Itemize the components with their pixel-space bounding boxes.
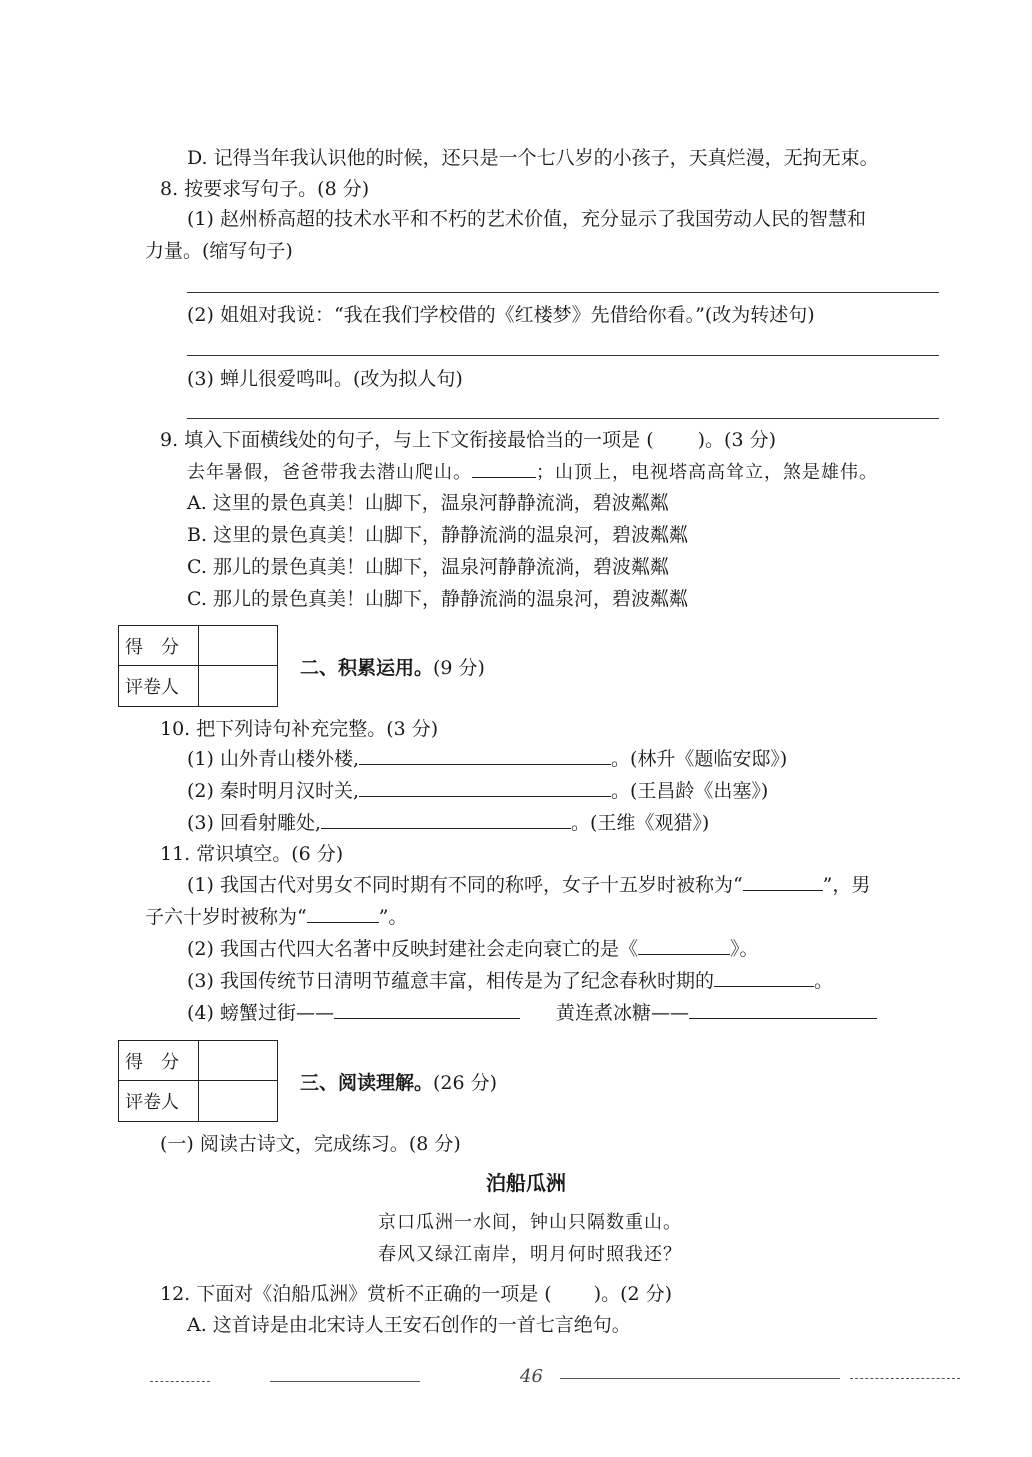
q10-line-2-source: 。(王昌龄《出塞》) (611, 780, 769, 802)
q11-sub2 (187, 936, 758, 962)
q10-line-1 (187, 746, 787, 772)
q11-sub4-part2: 黄连煮冰糖—— (555, 1002, 689, 1024)
q9-passage-start: 去年暑假，爸爸带我去潜山爬山。 (187, 462, 472, 483)
q8-sub1-line2: 力量。(缩写句子) (145, 240, 293, 262)
poem-title: 泊船瓜洲 (486, 1171, 566, 1195)
q11-sub2-text: (2) 我国古代四大名著中反映封建社会走向衰亡的是《 (187, 938, 638, 960)
score-label: 得 分 (119, 626, 199, 666)
q11-sub1-line2-end: ”。 (378, 906, 408, 928)
q10-stem: 10. 把下列诗句补充完整。(3 分) (160, 718, 439, 740)
score-field[interactable] (199, 1041, 277, 1081)
q9-passage (187, 459, 878, 486)
q10-blank-3[interactable] (321, 810, 571, 829)
q8-answer-line-3[interactable] (187, 418, 939, 419)
q7-option-d: D. 记得当年我认识他的时候，还只是一个七八岁的小孩子，天真烂漫，无拘无束。 (187, 147, 879, 169)
q9-option-a: A. 这里的景色真美！山脚下，温泉河静静流淌，碧波粼粼 (187, 492, 669, 514)
q10-line-1-prompt: (1) 山外青山楼外楼, (187, 748, 359, 770)
score-label: 得 分 (119, 1041, 199, 1081)
grader-label: 评卷人 (119, 666, 199, 706)
q10-line-2-prompt: (2) 秦时明月汉时关, (187, 780, 359, 802)
q11-sub1-line2 (145, 904, 407, 930)
q11-blank-3[interactable] (638, 936, 730, 955)
q9-option-b: B. 这里的景色真美！山脚下，静静流淌的温泉河，碧波粼粼 (187, 524, 689, 546)
q11-sub1-line1 (187, 872, 870, 898)
q11-blank-2[interactable] (307, 904, 379, 923)
q11-sub2-end: 》。 (729, 938, 759, 960)
q8-sub1-line1: (1) 赵州桥高超的技术水平和不朽的艺术价值，充分显示了我国劳动人民的智慧和 (187, 208, 866, 230)
grader-field[interactable] (199, 666, 277, 706)
q12-stem-points: )。(2 分) (593, 1283, 673, 1305)
q10-blank-1[interactable] (359, 746, 611, 765)
q12-stem-text: 12. 下面对《泊船瓜洲》赏析不正确的一项是 ( (160, 1283, 552, 1305)
score-box-section-2 (118, 625, 278, 707)
poem-line-2: 春风又绿江南岸，明月何时照我还？ (378, 1244, 682, 1265)
q10-line-1-source: 。(林升《题临安邸》) (611, 748, 788, 770)
q11-sub3-end: 。 (813, 970, 833, 992)
q10-line-2 (187, 778, 768, 804)
poem-line-1: 京口瓜洲一水间，钟山只隔数重山。 (378, 1212, 682, 1233)
section-2-title (300, 653, 485, 680)
q11-blank-4[interactable] (714, 968, 814, 987)
grader-label: 评卷人 (119, 1081, 199, 1121)
q10-line-3-prompt: (3) 回看射雕处, (187, 812, 321, 834)
section-2-title-text: 二、积累运用。 (300, 657, 434, 679)
score-box-section-3 (118, 1040, 278, 1122)
q9-option-c2: C. 那儿的景色真美！山脚下，静静流淌的温泉河，碧波粼粼 (187, 588, 688, 610)
q11-blank-6[interactable] (689, 1000, 877, 1019)
grader-field[interactable] (199, 1081, 277, 1121)
part-1-stem: (一) 阅读古诗文，完成练习。(8 分) (160, 1133, 461, 1155)
q8-answer-line-1[interactable] (187, 292, 939, 293)
q9-option-c1: C. 那儿的景色真美！山脚下，温泉河静静流淌，碧波粼粼 (187, 556, 669, 578)
footer-rule-right-dash (850, 1378, 960, 1379)
section-3-title (300, 1068, 497, 1095)
page-number: 46 (520, 1366, 543, 1387)
q10-line-3-source: 。(王维《观猎》) (571, 812, 710, 834)
q11-sub1-text: (1) 我国古代对男女不同时期有不同的称呼，女子十五岁时被称为“ (187, 874, 743, 896)
section-3-points: (26 分) (433, 1072, 498, 1094)
score-field[interactable] (199, 626, 277, 666)
q11-sub1-text-end: ”，男 (822, 874, 871, 896)
q11-sub3-text: (3) 我国传统节日清明节蕴意丰富，相传是为了纪念春秋时期的 (187, 970, 714, 992)
q10-line-3 (187, 810, 709, 836)
q10-blank-2[interactable] (359, 778, 611, 797)
q11-blank-1[interactable] (743, 872, 823, 891)
q8-sub2: (2) 姐姐对我说：“我在我们学校借的《红楼梦》先借给你看。”(改为转述句) (187, 304, 815, 326)
section-2-points: (9 分) (433, 657, 485, 679)
q11-sub1-line2-text: 子六十岁时被称为“ (145, 906, 307, 928)
q9-stem (160, 427, 776, 453)
q9-stem-points: )。(3 分) (697, 429, 776, 451)
q12-stem (160, 1281, 672, 1307)
q9-passage-end: ；山顶上，电视塔高高耸立，煞是雄伟。 (536, 462, 878, 483)
q11-sub3 (187, 968, 833, 994)
q9-passage-blank (472, 459, 536, 478)
footer-rule-left-dash (150, 1381, 210, 1382)
q11-stem: 11. 常识填空。(6 分) (160, 843, 344, 865)
q11-blank-5[interactable] (334, 1000, 520, 1019)
q8-sub3: (3) 蝉儿很爱鸣叫。(改为拟人句) (187, 368, 463, 390)
footer-rule-left (270, 1381, 420, 1382)
q8-answer-line-2[interactable] (187, 355, 939, 356)
q12-option-a: A. 这首诗是由北宋诗人王安石创作的一首七言绝句。 (187, 1314, 631, 1336)
q11-sub4 (187, 1000, 877, 1026)
q8-stem: 8. 按要求写句子。(8 分) (160, 178, 370, 200)
q9-stem-text: 9. 填入下面横线处的句子，与上下文衔接最恰当的一项是 ( (160, 429, 654, 451)
footer-rule-right (560, 1378, 840, 1379)
q11-sub4-part1: (4) 螃蟹过街—— (187, 1002, 334, 1024)
section-3-title-text: 三、阅读理解。 (300, 1072, 434, 1094)
